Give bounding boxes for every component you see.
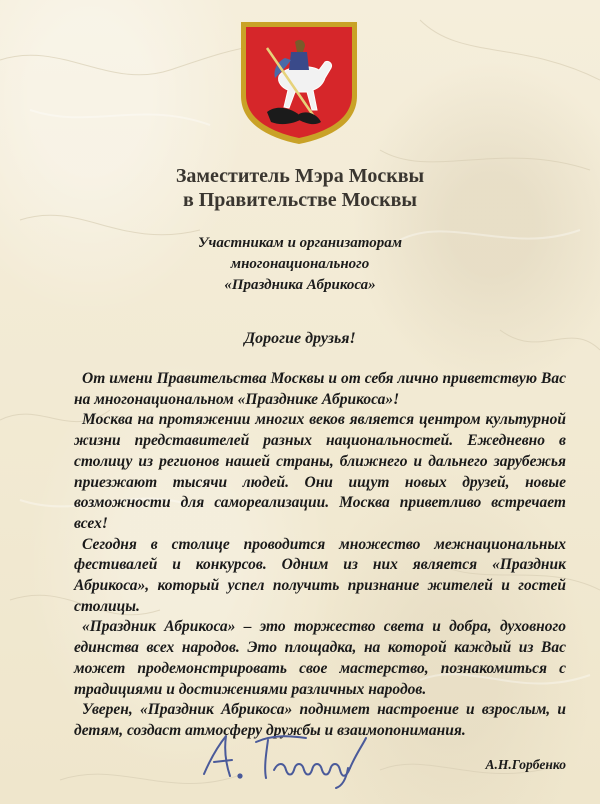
paragraph: Сегодня в столице проводится множество межнациональных фестивалей и конкурсов. Одним из них является «Праздник Абрикоса», который успел получить признание жителей и гостей столицы. bbox=[74, 535, 566, 615]
signatory-name: А.Н.Горбенко bbox=[485, 757, 566, 772]
recipients-line: многонационального bbox=[230, 256, 370, 272]
letter-body bbox=[74, 369, 566, 742]
moscow-coat-of-arms-icon bbox=[237, 18, 361, 146]
paragraph: Москва на протяжении многих веков является центром культурной жизни представителей разных национальностей. Ежедневно в столицу из регионов нашей страны, ближнего и дальнего зарубежья приезжают тысячи людей. Они ищут новых друзей, новые возможности для самореализации. Москва приветливо встречает всех! bbox=[74, 411, 566, 532]
greeting: Дорогие друзья! bbox=[244, 330, 356, 347]
handwritten-signature-icon bbox=[196, 724, 376, 790]
paragraph: Уверен, «Праздник Абрикоса» поднимет настроение и взрослым, и детям, создаст атмосферу дружбы и взаимопонимания. bbox=[74, 701, 566, 739]
official-subtitle: в Правительстве Москвы bbox=[182, 189, 418, 211]
recipients-line: «Праздника Абрикоса» bbox=[224, 277, 376, 293]
paragraph: «Праздник Абрикоса» – это торжество света и добра, духовного единства всех народов. Это площадка, на которой каждый из Вас может продемонстрировать свое мастерство, познакомиться с традициями и достижениями различных народов. bbox=[74, 618, 566, 698]
paragraph: От имени Правительства Москвы и от себя лично приветствую Вас на многонациональном «Празднике Абрикоса»! bbox=[74, 370, 566, 408]
recipients-line: Участникам и организаторам bbox=[198, 235, 402, 251]
official-title: Заместитель Мэра Москвы bbox=[175, 165, 425, 187]
